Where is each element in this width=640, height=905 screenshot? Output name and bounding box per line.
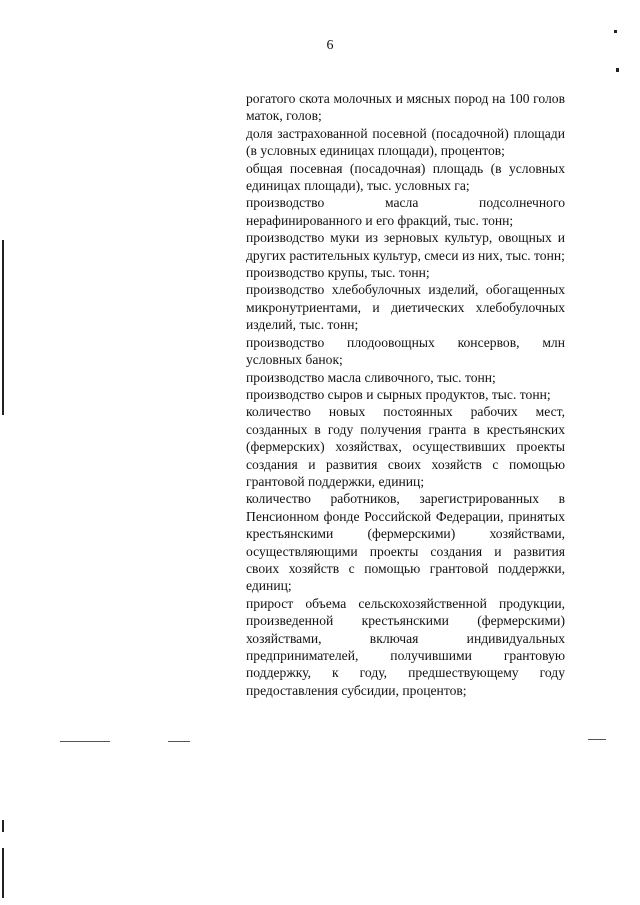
scan-edge-mark xyxy=(2,820,4,832)
paragraph: количество новых постоянных рабочих мест, созданных в году получения гранта в крестьянских (фермерских) хозяйствах, осуществивших проекты создания и развития своих хозяйств с помощью грантовой поддержки, единиц; xyxy=(246,404,565,489)
paragraph: производство плодоовощных консервов, млн условных банок; xyxy=(246,334,565,368)
scan-edge-mark xyxy=(2,240,4,415)
scan-speck xyxy=(616,68,619,72)
paragraph: производство крупы, тыс. тонн; xyxy=(246,265,430,281)
paragraph: производство хлебобулочных изделий, обогащенных микронутриентами, и диетических хлебобулочных изделий, тыс. тонн; xyxy=(246,282,565,333)
document-body xyxy=(246,90,565,699)
scan-dash xyxy=(60,741,110,742)
paragraph: производство сыров и сырных продуктов, тыс. тонн; xyxy=(246,386,551,402)
page-number: 6 xyxy=(326,38,334,53)
scan-dash xyxy=(588,739,606,740)
paragraph: производство муки из зерновых культур, овощных и других растительных культур, смеси из них, тыс. тонн; xyxy=(246,230,565,263)
paragraph: производство масла сливочного, тыс. тонн; xyxy=(246,369,496,385)
paragraph: доля застрахованной посевной (посадочной) площади (в условных единицах площади), процентов; xyxy=(246,125,565,159)
paragraph: количество работников, зарегистрированных в Пенсионном фонде Российской Федерации, принятых крестьянскими (фермерскими) хозяйствами, осуществляющими проекты создания и развития своих хозяйств с помощью грантовой поддержки, единиц; xyxy=(246,491,565,594)
scan-edge-mark xyxy=(2,848,4,898)
scan-speck xyxy=(614,30,617,33)
paragraph: производство масла подсолнечного нерафинированного и его фракций, тыс. тонн; xyxy=(246,195,565,228)
scan-dash xyxy=(168,741,190,742)
paragraph: общая посевная (посадочная) площадь (в условных единицах площади), тыс. условных га; xyxy=(246,160,565,194)
paragraph: прирост объема сельскохозяйственной продукции, произведенной крестьянскими (фермерскими) хозяйствами, включая индивидуальных предпринимателей, получившими грантовую поддержку, к году, предшествующему году предоставления субсидии, процентов; xyxy=(246,595,565,698)
paragraph: рогатого скота молочных и мясных пород на 100 голов маток, голов; xyxy=(246,91,565,124)
